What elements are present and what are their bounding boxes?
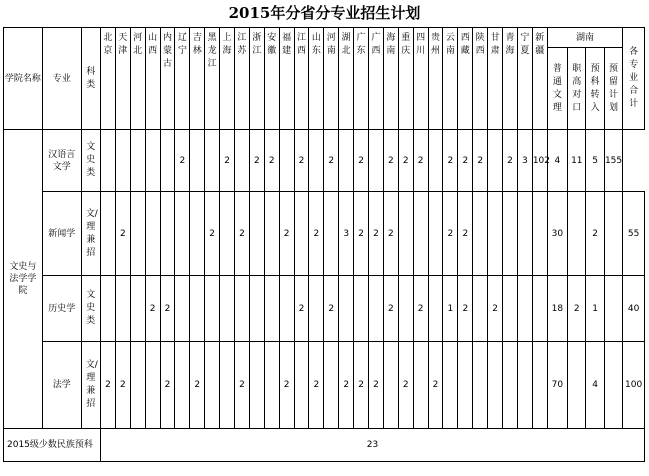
header-province-29 <box>532 28 547 130</box>
value-cell <box>249 342 264 429</box>
value-cell: 3 <box>517 130 532 192</box>
header-province-18 <box>369 28 384 130</box>
value-cell <box>145 342 160 429</box>
header-province-6-text: 吉林 <box>192 33 202 56</box>
value-cell: 55 <box>623 192 645 276</box>
header-province-24-text: 西藏 <box>460 33 470 56</box>
header-province-6 <box>190 28 205 130</box>
value-cell: 2 <box>324 276 339 342</box>
value-cell <box>339 276 354 342</box>
value-cell <box>115 276 130 342</box>
value-cell: 18 <box>547 276 567 342</box>
category-cell <box>81 192 100 276</box>
header-province-10 <box>249 28 264 130</box>
value-cell <box>369 130 384 192</box>
value-cell <box>220 192 235 276</box>
category-cell-text: 文史类 <box>86 290 96 326</box>
value-cell: 1 <box>586 276 604 342</box>
value-cell: 2 <box>473 130 488 192</box>
value-cell <box>160 130 175 192</box>
header-province-28 <box>517 28 532 130</box>
value-cell: 2 <box>503 130 518 192</box>
value-cell <box>100 130 115 192</box>
header-province-5 <box>175 28 190 130</box>
value-cell: 2 <box>354 342 369 429</box>
category-cell-text: 文/理兼招 <box>85 360 98 409</box>
value-cell <box>532 342 547 429</box>
header-province-0 <box>100 28 115 130</box>
value-cell <box>428 130 443 192</box>
header-province-23 <box>443 28 458 130</box>
value-cell <box>220 276 235 342</box>
header-province-18-text: 广西 <box>371 33 381 56</box>
value-cell <box>604 192 622 276</box>
value-cell <box>145 192 160 276</box>
header-province-3-text: 山西 <box>148 33 158 56</box>
value-cell: 2 <box>383 130 398 192</box>
header-province-4 <box>160 28 175 130</box>
value-cell <box>235 130 250 192</box>
enrollment-table <box>3 27 645 462</box>
value-cell <box>428 276 443 342</box>
header-province-11 <box>264 28 279 130</box>
value-cell: 2 <box>309 192 324 276</box>
value-cell <box>413 342 428 429</box>
table-row <box>4 130 645 192</box>
value-cell <box>604 276 622 342</box>
header-province-11-text: 安徽 <box>267 33 277 56</box>
value-cell <box>249 192 264 276</box>
value-cell <box>205 276 220 342</box>
value-cell <box>160 192 175 276</box>
footer-label: 2015级少数民族预科 <box>4 429 101 462</box>
header-province-20-text: 重庆 <box>401 33 411 56</box>
value-cell: 2 <box>294 130 309 192</box>
value-cell <box>339 130 354 192</box>
value-cell <box>324 342 339 429</box>
value-cell <box>568 342 586 429</box>
value-cell: 2 <box>294 276 309 342</box>
value-cell: 2 <box>398 342 413 429</box>
value-cell <box>294 192 309 276</box>
value-cell <box>488 342 503 429</box>
header-province-0-text: 北京 <box>103 33 113 56</box>
value-cell <box>264 276 279 342</box>
value-cell <box>473 342 488 429</box>
value-cell <box>264 192 279 276</box>
value-cell <box>473 276 488 342</box>
header-province-13-text: 江西 <box>296 33 306 56</box>
header-province-4-text: 内蒙古 <box>162 33 172 69</box>
value-cell: 2 <box>443 192 458 276</box>
value-cell <box>517 276 532 342</box>
header-hunan-sub-1 <box>568 48 586 130</box>
header-province-13 <box>294 28 309 130</box>
value-cell <box>205 130 220 192</box>
header-province-28-text: 宁夏 <box>520 33 530 56</box>
value-cell <box>503 276 518 342</box>
value-cell <box>458 342 473 429</box>
header-province-26-text: 甘肃 <box>490 33 500 56</box>
value-cell: 3 <box>339 192 354 276</box>
value-cell: 100 <box>623 342 645 429</box>
major-cell: 法学 <box>42 342 81 429</box>
value-cell: 2 <box>369 342 384 429</box>
value-cell: 2 <box>324 130 339 192</box>
value-cell <box>115 130 130 192</box>
category-cell-text: 文/理兼招 <box>85 208 98 258</box>
value-cell <box>309 130 324 192</box>
value-cell <box>235 276 250 342</box>
value-cell: 2 <box>309 342 324 429</box>
header-province-27-text: 青海 <box>505 33 515 56</box>
value-cell <box>309 276 324 342</box>
value-cell <box>264 342 279 429</box>
value-cell <box>130 130 145 192</box>
major-cell: 新闻学 <box>42 192 81 276</box>
header-province-17-text: 广东 <box>356 33 366 56</box>
value-cell <box>568 192 586 276</box>
value-cell: 2 <box>279 342 294 429</box>
value-cell <box>175 192 190 276</box>
value-cell <box>190 276 205 342</box>
table-row <box>4 276 645 342</box>
value-cell <box>145 130 160 192</box>
value-cell: 2 <box>235 342 250 429</box>
value-cell: 2 <box>235 192 250 276</box>
value-cell <box>294 342 309 429</box>
header-province-16-text: 湖北 <box>341 33 351 56</box>
page-title: 2015年分省分专业招生计划 <box>228 4 421 22</box>
category-cell <box>81 342 100 429</box>
header-province-22 <box>428 28 443 130</box>
value-cell: 2 <box>488 276 503 342</box>
header-province-8 <box>220 28 235 130</box>
header-province-2-text: 河北 <box>133 33 143 56</box>
value-cell <box>175 342 190 429</box>
value-cell <box>532 192 547 276</box>
value-cell: 2 <box>383 276 398 342</box>
header-province-29-text: 新疆 <box>535 33 545 56</box>
value-cell <box>443 342 458 429</box>
header-hunan: 湖南 <box>547 28 623 48</box>
header-province-3 <box>145 28 160 130</box>
header-province-2 <box>130 28 145 130</box>
value-cell <box>517 192 532 276</box>
header-province-15 <box>324 28 339 130</box>
value-cell <box>413 192 428 276</box>
value-cell <box>249 276 264 342</box>
footer-row <box>4 429 645 462</box>
value-cell: 40 <box>623 276 645 342</box>
value-cell <box>517 342 532 429</box>
value-cell: 2 <box>413 130 428 192</box>
header-hunan-sub-1-text: 职高对口 <box>572 63 582 113</box>
value-cell: 2 <box>568 276 586 342</box>
header-province-19 <box>383 28 398 130</box>
value-cell: 2 <box>354 130 369 192</box>
value-cell <box>190 130 205 192</box>
value-cell <box>130 192 145 276</box>
value-cell: 2 <box>383 192 398 276</box>
value-cell <box>488 192 503 276</box>
value-cell: 4 <box>586 342 604 429</box>
header-province-22-text: 贵州 <box>431 33 441 56</box>
header-province-8-text: 上海 <box>222 33 232 56</box>
value-cell <box>279 130 294 192</box>
header-province-9-text: 江苏 <box>237 33 247 56</box>
category-cell-text: 文史类 <box>86 142 96 178</box>
header-province-1-text: 天津 <box>118 33 128 56</box>
value-cell: 2 <box>220 130 235 192</box>
value-cell: 2 <box>175 130 190 192</box>
value-cell: 2 <box>458 276 473 342</box>
value-cell: 30 <box>547 192 567 276</box>
value-cell: 70 <box>547 342 567 429</box>
value-cell: 2 <box>428 342 443 429</box>
header-province-16 <box>339 28 354 130</box>
header-province-9 <box>235 28 250 130</box>
value-cell <box>503 192 518 276</box>
header-province-19-text: 海南 <box>386 33 396 56</box>
value-cell <box>398 192 413 276</box>
header-province-24 <box>458 28 473 130</box>
value-cell: 2 <box>249 130 264 192</box>
header-province-25 <box>473 28 488 130</box>
table-row <box>4 342 645 429</box>
header-province-12-text: 福建 <box>282 33 292 56</box>
header-province-21 <box>413 28 428 130</box>
value-cell <box>190 192 205 276</box>
value-cell <box>279 276 294 342</box>
value-cell: 155 <box>604 130 622 192</box>
header-province-26 <box>488 28 503 130</box>
value-cell: 1 <box>443 276 458 342</box>
value-cell: 2 <box>115 342 130 429</box>
value-cell: 2 <box>279 192 294 276</box>
value-cell: 2 <box>413 276 428 342</box>
header-province-25-text: 陕西 <box>475 33 485 56</box>
header-province-5-text: 辽宁 <box>177 33 187 56</box>
value-cell <box>205 342 220 429</box>
header-province-7-text: 黑龙江 <box>207 33 217 69</box>
value-cell: 5 <box>586 130 604 192</box>
value-cell: 2 <box>458 130 473 192</box>
header-category-text: 科类 <box>86 66 96 90</box>
value-cell: 11 <box>568 130 586 192</box>
value-cell <box>130 342 145 429</box>
value-cell <box>100 276 115 342</box>
header-hunan-sub-3-text: 预留计划 <box>609 63 619 113</box>
header-college: 学院名称 <box>4 28 43 130</box>
header-province-17 <box>354 28 369 130</box>
value-cell <box>488 130 503 192</box>
value-cell: 2 <box>369 192 384 276</box>
value-cell <box>324 192 339 276</box>
value-cell: 2 <box>160 342 175 429</box>
value-cell: 2 <box>586 192 604 276</box>
value-cell: 2 <box>339 342 354 429</box>
value-cell: 2 <box>145 276 160 342</box>
value-cell <box>369 276 384 342</box>
college-name-cell: 文史与法学学院 <box>4 130 43 429</box>
header-hunan-sub-0-text: 普通文理 <box>552 63 562 113</box>
value-cell: 2 <box>264 130 279 192</box>
value-cell <box>100 192 115 276</box>
header-province-21-text: 四川 <box>416 33 426 56</box>
footer-value: 23 <box>100 429 644 462</box>
header-category <box>81 28 100 130</box>
header-province-20 <box>398 28 413 130</box>
header-province-15-text: 河南 <box>326 33 336 56</box>
value-cell: 2 <box>190 342 205 429</box>
value-cell <box>175 276 190 342</box>
value-cell <box>604 342 622 429</box>
value-cell <box>503 342 518 429</box>
value-cell: 2 <box>205 192 220 276</box>
value-cell <box>428 192 443 276</box>
header-hunan-sub-2 <box>586 48 604 130</box>
value-cell: 102 <box>532 130 547 192</box>
major-cell: 历史学 <box>42 276 81 342</box>
header-total-text: 各专业合计 <box>629 47 639 109</box>
value-cell: 2 <box>443 130 458 192</box>
value-cell: 2 <box>398 130 413 192</box>
header-hunan-sub-0 <box>547 48 567 130</box>
value-cell: 2 <box>458 192 473 276</box>
value-cell <box>354 276 369 342</box>
header-province-10-text: 浙江 <box>252 33 262 56</box>
header-hunan-sub-3 <box>604 48 622 130</box>
value-cell <box>398 276 413 342</box>
value-cell <box>220 342 235 429</box>
value-cell <box>473 192 488 276</box>
header-hunan-sub-2-text: 预科转入 <box>590 63 600 113</box>
value-cell <box>532 276 547 342</box>
header-province-14-text: 山东 <box>311 33 321 56</box>
value-cell: 2 <box>100 342 115 429</box>
header-total <box>623 28 645 130</box>
header-province-12 <box>279 28 294 130</box>
header-province-1 <box>115 28 130 130</box>
value-cell: 4 <box>547 130 567 192</box>
category-cell <box>81 130 100 192</box>
value-cell: 2 <box>115 192 130 276</box>
category-cell <box>81 276 100 342</box>
header-major: 专业 <box>42 28 81 130</box>
table-row <box>4 192 645 276</box>
header-province-23-text: 云南 <box>445 33 455 56</box>
header-province-7 <box>205 28 220 130</box>
value-cell: 2 <box>354 192 369 276</box>
value-cell <box>130 276 145 342</box>
value-cell: 2 <box>160 276 175 342</box>
header-province-27 <box>503 28 518 130</box>
header-province-14 <box>309 28 324 130</box>
value-cell <box>383 342 398 429</box>
major-cell: 汉语言文学 <box>42 130 81 192</box>
